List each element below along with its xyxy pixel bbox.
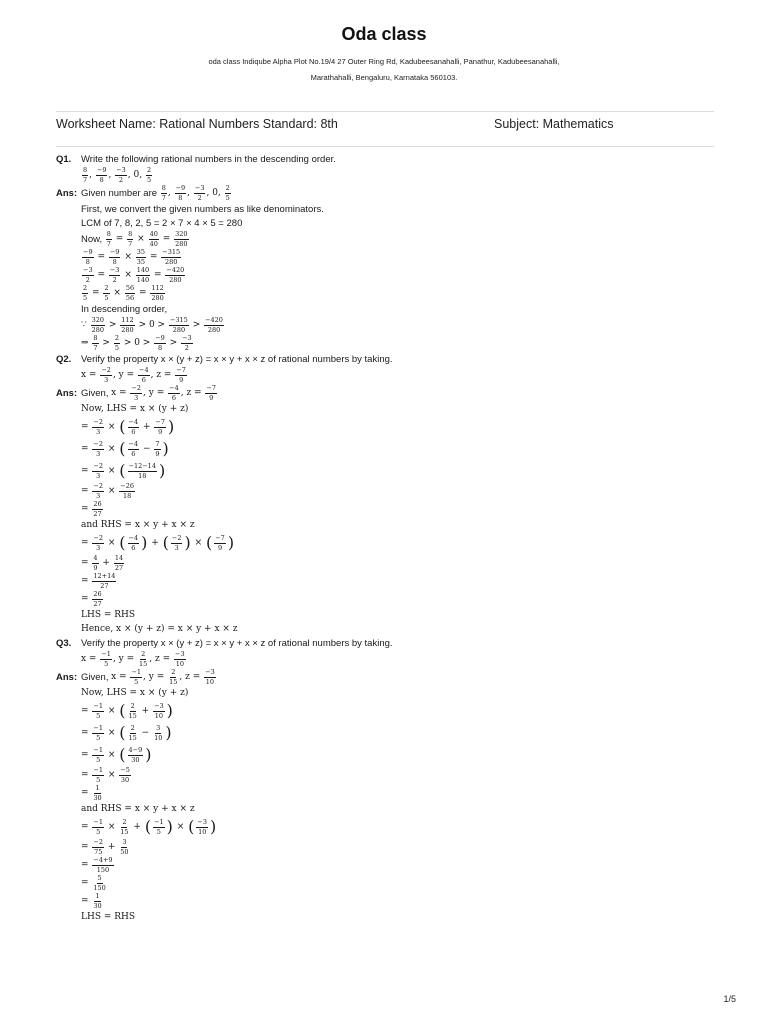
math-line: = $\frac{5}{150}$ [81, 873, 106, 892]
math-line: = $\frac{-1}{5}$ × ( $\frac{4-9}{30}$ ) [81, 745, 152, 764]
divider-bottom [56, 146, 714, 147]
answer-label: Ans: [56, 387, 78, 399]
math-line: = $\frac{-1}{5}$ × $\frac{2}{15}$ + ( $\frac{-1}{5}$ ) × ( $\frac{-3}{10}$ ) [81, 817, 217, 836]
math-line: = $\frac{4}{9}$ + $\frac{14}{27}$ [81, 553, 124, 572]
math-line: $\frac{8}{7}$ , $\frac{-9}{8}$ , $\frac{-3}{2}$ , 0, $\frac{2}{5}$ [83, 165, 152, 184]
question-text: Verify the property x × (y + z) = x × y + x × z of rational numbers by taking. [81, 637, 393, 649]
answer-label: Ans: [56, 187, 78, 199]
question-2 [56, 352, 716, 366]
math-line: = $\frac{-1}{5}$ × ( $\frac{2}{15}$ − $\frac{3}{10}$ ) [81, 723, 172, 742]
page-title: Oda class [341, 24, 427, 44]
worksheet-name: Worksheet Name: Rational Numbers Standard: 8th [56, 117, 338, 131]
math-line: = $\frac{-2}{75}$ + $\frac{3}{50}$ [81, 837, 129, 856]
math-line: = $\frac{-1}{5}$ × ( $\frac{2}{15}$ + $\frac{-3}{10}$ ) [81, 701, 173, 720]
math-line: = $\frac{-2}{3}$ × ( $\frac{-4}{6}$ − $\frac{7}{9}$ ) [81, 439, 169, 458]
answer-label: Ans: [56, 671, 78, 683]
subject: Subject: Mathematics [494, 117, 614, 131]
math-line: $\frac{2}{5}$ = $\frac{2}{5}$ × $\frac{56}{56}$ = $\frac{112}{280}$ [83, 283, 164, 302]
text-line: LCM of 7, 8, 2, 5 = 2 × 7 × 4 × 5 = 280 [81, 217, 243, 229]
address-line-1: oda class Indiqube Alpha Plot No.19/4 27 Outer Ring Rd, Kadubeesanahalli, Panathur, Kadubeesanahalli, [208, 57, 560, 66]
question-1 [56, 152, 716, 166]
answer-2: Ans: Given, x = $\frac{-2}{3}$ , y = $\frac{-4}{6}$ , z = $\frac{-7}{9}$ [56, 383, 217, 402]
page-number: 1/5 [723, 994, 736, 1004]
question-label: Q1. [56, 153, 72, 165]
math-line: = $\frac{-2}{3}$ × $\frac{-26}{18}$ [81, 481, 134, 500]
math-line: ∵ $\frac{320}{280}$ > $\frac{112}{280}$ > 0 > $\frac{-315}{280}$ > $\frac{-420}{280}$ [81, 315, 223, 334]
math-line: x = $\frac{-1}{5}$ , y = $\frac{2}{15}$ , z = $\frac{-3}{10}$ [81, 649, 185, 668]
math-line: = $\frac{-1}{5}$ × $\frac{-5}{30}$ [81, 765, 130, 784]
math-line: = $\frac{26}{27}$ [81, 499, 102, 518]
math-line: $\frac{-9}{8}$ = $\frac{-9}{8}$ × $\frac{35}{35}$ = $\frac{-315}{280}$ [83, 247, 181, 266]
math-line: = $\frac{-2}{3}$ × ( $\frac{-12-14}{18}$ ) [81, 461, 166, 480]
math-line: = $\frac{12+14}{27}$ [81, 571, 116, 590]
text-line: LHS = RHS [81, 912, 136, 922]
text-line: Now, LHS = x × (y + z) [81, 404, 189, 414]
text-line: Hence, x × (y + z) = x × y + x × z [81, 624, 238, 634]
text-line: and RHS = x × y + x × z [81, 804, 195, 814]
answer-1: Ans: Given number are $\frac{8}{7}$ , $\frac{-9}{8}$ , $\frac{-3}{2}$ , 0, $\frac{2}{5}$ [56, 183, 230, 202]
math-line: = $\frac{1}{30}$ [81, 783, 102, 802]
text-line: Now, LHS = x × (y + z) [81, 688, 189, 698]
divider-top [56, 111, 714, 112]
text-line: First, we convert the given numbers as like denominators. [81, 203, 324, 215]
text-line: LHS = RHS [81, 610, 136, 620]
math-line: $\frac{-3}{2}$ = $\frac{-3}{2}$ × $\frac{140}{140}$ = $\frac{-420}{280}$ [83, 265, 185, 284]
math-line: = $\frac{-2}{3}$ × ( $\frac{-4}{6}$ + $\frac{-7}{9}$ ) [81, 417, 175, 436]
question-label: Q3. [56, 637, 72, 649]
math-line: = $\frac{1}{30}$ [81, 891, 102, 910]
math-line: = $\frac{-2}{3}$ × ( $\frac{-4}{6}$ ) + ( $\frac{-2}{3}$ ) × ( $\frac{-7}{9}$ ) [81, 533, 235, 552]
question-3 [56, 636, 716, 650]
math-line: Now, $\frac{8}{7}$ = $\frac{8}{7}$ × $\frac{40}{40}$ = $\frac{320}{280}$ [81, 229, 188, 248]
address [150, 54, 618, 86]
math-line: = $\frac{26}{27}$ [81, 589, 102, 608]
worksheet-content [56, 152, 716, 924]
math-line: ⇒ $\frac{8}{7}$ > $\frac{2}{5}$ > 0 > $\frac{-9}{8}$ > $\frac{-3}{2}$ [81, 333, 192, 352]
text-line: and RHS = x × y + x × z [81, 520, 195, 530]
answer-3: Ans: Given, x = $\frac{-1}{5}$ , y = $\frac{2}{15}$ , z = $\frac{-3}{10}$ [56, 667, 215, 686]
answer-text: Given number are [81, 187, 158, 199]
question-text: Verify the property x × (y + z) = x × y + x × z of rational numbers by taking. [81, 353, 393, 365]
math-line: x = $\frac{-2}{3}$ , y = $\frac{-4}{6}$ , z = $\frac{-7}{9}$ [81, 365, 186, 384]
question-label: Q2. [56, 353, 72, 365]
question-text: Write the following rational numbers in the descending order. [81, 153, 336, 165]
address-line-2: Marathahalli, Bengaluru, Karnataka 560103. [310, 73, 458, 82]
math-line: = $\frac{-4+9}{150}$ [81, 855, 113, 874]
text-line: In descending order, [81, 303, 168, 315]
